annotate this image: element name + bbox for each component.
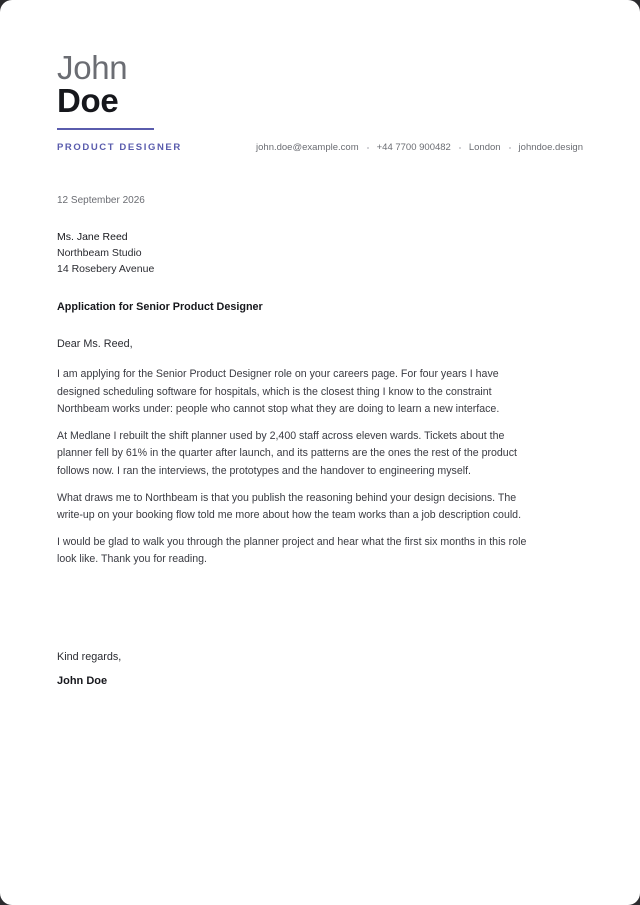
body-paragraph: I am applying for the Senior Product Designer role on your careers page. For four years I have designed scheduling software for hospitals, which is the closest thing I know to the constraint Northbeam works under: people who cannot stop what they are doing to learn a new interface. [57, 368, 500, 416]
salutation: Dear Ms. Reed, [57, 338, 133, 350]
body-paragraph: I would be glad to walk you through the planner project and hear what the first six months in this role look like. Thank you for reading. [57, 535, 527, 566]
contact-email[interactable]: john.doe@example.com [256, 142, 359, 153]
letter-subject: Application for Senior Product Designer [57, 301, 263, 313]
first-name: John [57, 49, 128, 86]
signature: John Doe [57, 675, 108, 687]
contact-phone[interactable]: +44 7700 900482 [376, 142, 451, 153]
accent-divider [57, 128, 154, 130]
job-title: PRODUCT DESIGNER [57, 142, 182, 153]
body-paragraph: At Medlane I rebuilt the shift planner used by 2,400 staff across eleven wards. Tickets about the planner fell by 61% in the quarter after launch, and its patterns are the ones the rest of the product follows now. I ran the interviews, the prototypes and the handover to engineering myself. [57, 429, 517, 477]
separator-dot [509, 147, 511, 149]
recipient-block [57, 229, 154, 277]
separator-dot [459, 147, 461, 149]
letter-body [57, 366, 542, 578]
separator-dot [367, 147, 369, 149]
contact-location: London [468, 142, 501, 153]
recipient-name: Ms. Jane Reed [57, 231, 128, 243]
contact-website[interactable]: johndoe.design [518, 142, 583, 153]
letter-date: 12 September 2026 [57, 195, 145, 206]
body-paragraph: What draws me to Northbeam is that you publish the reasoning behind your design decisions. The write-up on your booking flow told me more about how the team works than a job description could. [57, 491, 522, 522]
last-name: Doe [57, 82, 119, 119]
closing: Kind regards, [57, 651, 122, 663]
recipient-company: Northbeam Studio [57, 247, 142, 259]
recipient-address: 14 Rosebery Avenue [57, 263, 155, 275]
contact-line [256, 142, 583, 154]
